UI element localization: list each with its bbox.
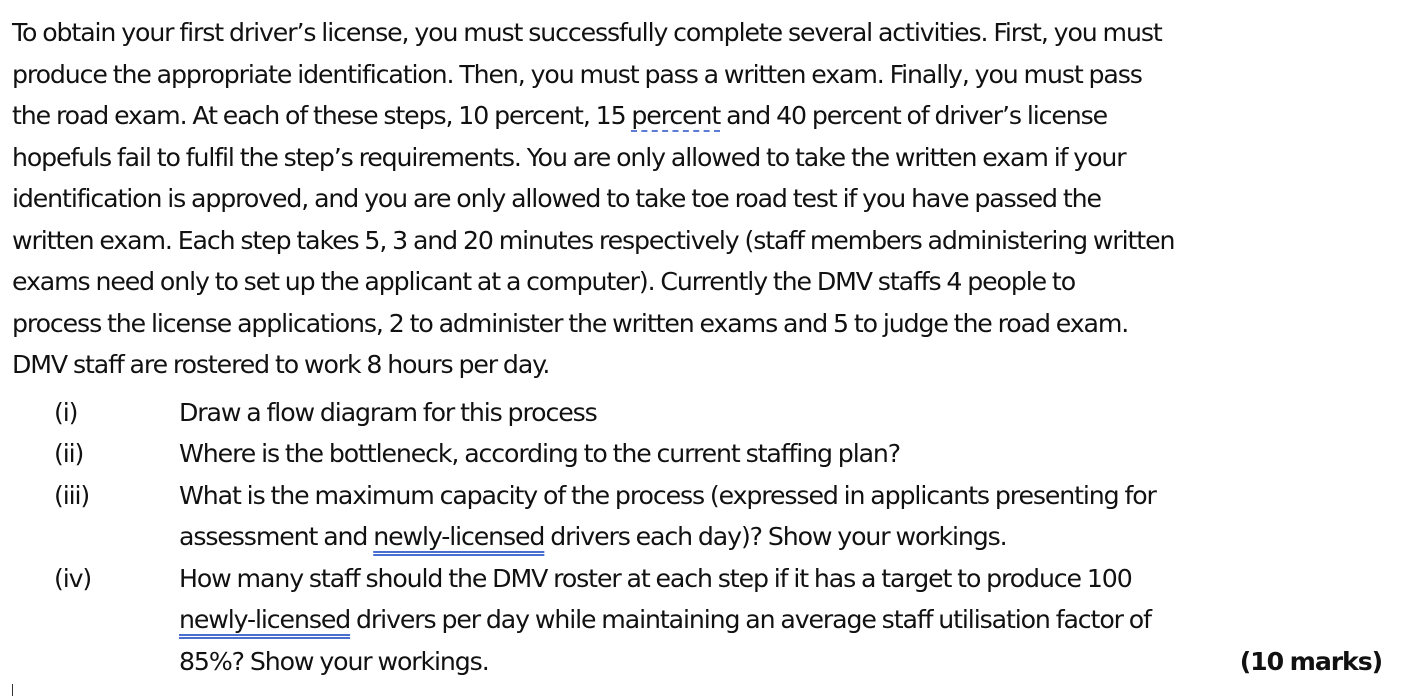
paragraph-line: identification is approved, and you are only allowed to take toe road test if you have passed the [12,184,1101,213]
paragraph-line: DMV staff are rostered to work 8 hours per day. [12,350,550,379]
question-item [12,475,1408,558]
question-item [12,433,1408,475]
question-number: (iii) [54,480,90,510]
question-list [12,392,1408,683]
question-line [179,516,1408,558]
question-fragment: drivers per day while maintaining an average staff utilisation factor of [350,605,1151,634]
question-number: (iv) [54,563,92,593]
question-text [179,475,1408,558]
question-item [12,558,1408,683]
question-number: (i) [54,397,78,427]
document-body [12,12,1408,682]
question-line: How many staff should the DMV roster at each step if it has a target to produce 100 [179,563,1132,593]
marks-label: (10 marks) [1239,646,1382,676]
spelling-flag-word[interactable]: percent [631,101,721,130]
question-line: Where is the bottleneck, according to the current staffing plan? [179,439,901,468]
problem-paragraph [12,12,1408,386]
paragraph-line: To obtain your first driver’s license, you must successfully complete several activities. First, you must [12,18,1162,47]
question-item [12,392,1408,434]
question-text [179,558,1408,683]
grammar-flag-word[interactable]: newly-licensed [373,522,545,551]
paragraph-text: the road exam. At each of these steps, 10 percent, 15 [12,101,632,130]
question-text [179,433,1408,475]
question-line: What is the maximum capacity of the process (expressed in applicants presenting for [179,480,1156,510]
question-fragment: assessment and [179,522,374,551]
text-cursor [12,684,13,696]
paragraph-line: process the license applications, 2 to administer the written exams and 5 to judge the road exam. [12,308,1129,338]
paragraph-text: and 40 percent of driver’s license [720,101,1108,130]
question-line: 85%? Show your workings. [179,646,489,676]
question-text [179,392,1408,434]
grammar-flag-word[interactable]: newly-licensed [179,605,351,634]
paragraph-line: exams need only to set up the applicant at a computer). Currently the DMV staffs 4 people to [12,267,1076,296]
question-line [179,599,1408,641]
paragraph-line [12,95,1408,137]
paragraph-line: written exam. Each step takes 5, 3 and 20 minutes respectively (staff members administering written [12,225,1175,255]
question-number: (ii) [54,439,84,468]
question-fragment: drivers each day)? Show your workings. [544,522,1007,551]
paragraph-line: produce the appropriate identification. Then, you must pass a written exam. Finally, you must pass [12,59,1142,89]
question-line: Draw a flow diagram for this process [179,397,597,427]
paragraph-line: hopefuls fail to fulfil the step’s requirements. You are only allowed to take the written exam if your [12,142,1126,172]
